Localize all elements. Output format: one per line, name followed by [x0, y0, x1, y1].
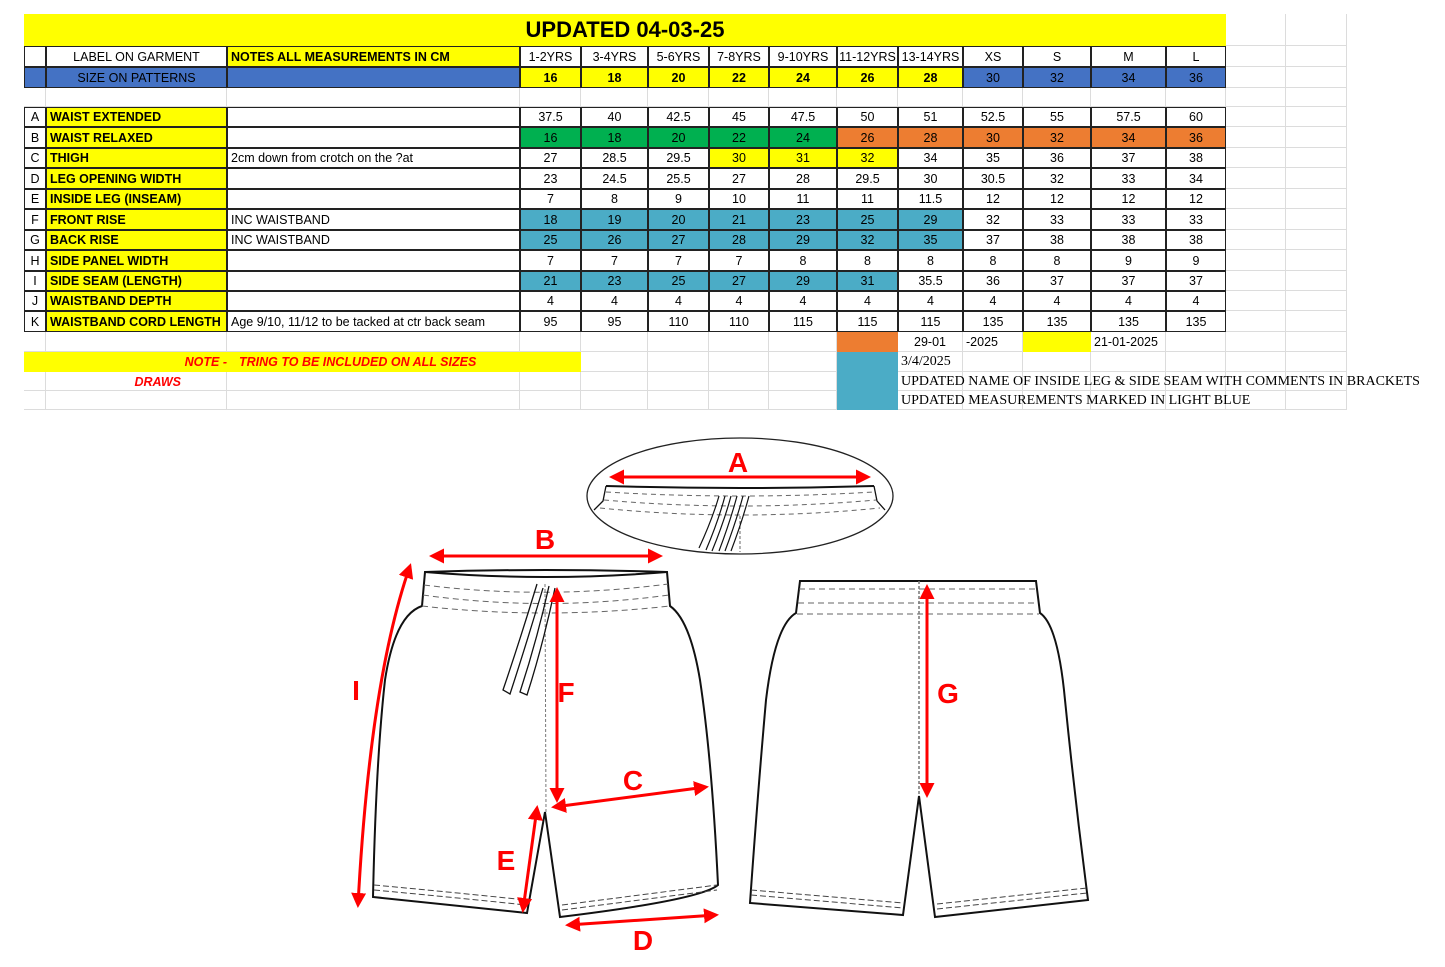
grid-cell[interactable] [1286, 88, 1347, 107]
row-header-empty [24, 67, 46, 88]
grid-cell[interactable] [769, 352, 837, 372]
measurement-value[interactable]: 135 [1166, 311, 1226, 332]
measurement-value[interactable]: 37 [963, 230, 1023, 250]
grid-cell[interactable] [1226, 127, 1286, 148]
measurement-value[interactable]: 29.5 [648, 148, 709, 168]
legend-teal-note-2: UPDATED MEASUREMENTS MARKED IN LIGHT BLUE [901, 392, 1251, 408]
grid-cell[interactable] [1023, 88, 1091, 107]
grid-cell[interactable] [520, 88, 581, 107]
grid-cell[interactable] [1286, 311, 1347, 332]
measurement-code: E [24, 189, 46, 209]
measurement-value[interactable]: 12 [1091, 189, 1166, 209]
measurement-value[interactable]: 50 [837, 107, 898, 127]
measurement-note [227, 271, 520, 291]
grid-cell[interactable] [227, 391, 520, 410]
grid-cell[interactable] [1226, 107, 1286, 127]
measurement-name: SIDE SEAM (LENGTH) [46, 271, 227, 291]
size-on-patterns-note [227, 67, 520, 88]
grid-cell[interactable] [520, 332, 581, 352]
measurement-value[interactable]: 36 [963, 271, 1023, 291]
label-on-garment-header: LABEL ON GARMENT [46, 46, 227, 67]
grid-cell[interactable] [46, 391, 227, 410]
front-view-shorts [352, 524, 718, 956]
legend-yellow-date: 21-01-2025 [1091, 332, 1166, 352]
legend-orange-date-a: 29-01 [898, 332, 963, 352]
note-continuation: DRAWS [134, 374, 181, 389]
measurement-value[interactable]: 4 [709, 291, 769, 311]
notes-header: NOTES ALL MEASUREMENTS IN CM [227, 46, 520, 67]
grid-cell[interactable] [1226, 46, 1286, 67]
row-header-empty [24, 46, 46, 67]
grid-cell[interactable] [520, 391, 581, 410]
legend-teal-swatch [837, 391, 898, 410]
measurement-value[interactable]: 110 [709, 311, 769, 332]
measurement-note: Age 9/10, 11/12 to be tacked at ctr back seam [227, 311, 520, 332]
size-header: S [1023, 46, 1091, 67]
measurement-value[interactable]: 12 [1023, 189, 1091, 209]
measurement-value[interactable]: 33 [1166, 209, 1226, 230]
measurement-value[interactable]: 38 [1023, 230, 1091, 250]
grid-cell[interactable] [581, 332, 648, 352]
pattern-size: 22 [709, 67, 769, 88]
measurement-value[interactable]: 12 [963, 189, 1023, 209]
measurement-value[interactable]: 30.5 [963, 168, 1023, 189]
measurement-value[interactable]: 16 [520, 127, 581, 148]
pattern-size: 30 [963, 67, 1023, 88]
measurement-value[interactable]: 12 [1166, 189, 1226, 209]
measurement-value[interactable]: 4 [1023, 291, 1091, 311]
measurement-value[interactable]: 37 [1023, 271, 1091, 291]
size-header: 5-6YRS [648, 46, 709, 67]
measurement-note: INC WAISTBAND [227, 209, 520, 230]
pattern-size: 28 [898, 67, 963, 88]
measurement-value[interactable]: 4 [1166, 291, 1226, 311]
grid-cell[interactable] [709, 372, 769, 391]
grid-cell[interactable] [581, 372, 648, 391]
measurement-value[interactable]: 8 [837, 250, 898, 271]
measurement-value[interactable]: 11 [837, 189, 898, 209]
grid-cell[interactable] [1226, 332, 1286, 352]
grid-cell[interactable] [24, 391, 46, 410]
measurement-value[interactable]: 32 [963, 209, 1023, 230]
grid-cell[interactable] [1226, 148, 1286, 168]
grid-cell[interactable] [1166, 332, 1226, 352]
grid-cell[interactable] [1286, 230, 1347, 250]
grid-cell[interactable] [648, 391, 709, 410]
grid-cell[interactable] [1226, 352, 1286, 372]
measurement-value[interactable]: 26 [581, 230, 648, 250]
measurement-value[interactable]: 35.5 [898, 271, 963, 291]
measurement-value[interactable]: 4 [769, 291, 837, 311]
grid-cell[interactable] [1286, 352, 1347, 372]
grid-cell[interactable] [1286, 209, 1347, 230]
measurement-value[interactable]: 18 [581, 127, 648, 148]
measurement-code: C [24, 148, 46, 168]
measurement-value[interactable]: 40 [581, 107, 648, 127]
measurement-value[interactable]: 52.5 [963, 107, 1023, 127]
measurement-value[interactable]: 29 [769, 271, 837, 291]
measurement-value[interactable]: 29 [769, 230, 837, 250]
measurement-value[interactable]: 8 [898, 250, 963, 271]
grid-cell[interactable] [648, 88, 709, 107]
grid-cell[interactable] [46, 332, 227, 352]
measurement-value[interactable]: 95 [581, 311, 648, 332]
pattern-size: 24 [769, 67, 837, 88]
measurement-value[interactable]: 45 [709, 107, 769, 127]
measurement-name: WAIST RELAXED [46, 127, 227, 148]
measurement-value[interactable]: 8 [963, 250, 1023, 271]
measurement-code: G [24, 230, 46, 250]
measurement-note: INC WAISTBAND [227, 230, 520, 250]
measurement-value[interactable]: 27 [709, 271, 769, 291]
grid-cell[interactable] [1286, 67, 1347, 88]
measurement-name: WAISTBAND DEPTH [46, 291, 227, 311]
measurement-value[interactable]: 7 [648, 250, 709, 271]
pattern-size: 34 [1091, 67, 1166, 88]
grid-cell[interactable] [648, 372, 709, 391]
measurement-value[interactable]: 4 [581, 291, 648, 311]
measurement-value[interactable]: 18 [520, 209, 581, 230]
grid-cell[interactable] [1286, 107, 1347, 127]
measurement-name: INSIDE LEG (INSEAM) [46, 189, 227, 209]
measurement-value[interactable]: 10 [709, 189, 769, 209]
size-header: 9-10YRS [769, 46, 837, 67]
measurement-value[interactable]: 4 [520, 291, 581, 311]
measurement-value[interactable]: 37 [1091, 271, 1166, 291]
measurement-value[interactable]: 8 [769, 250, 837, 271]
svg-text:C: C [622, 765, 644, 796]
measurement-value[interactable]: 32 [1023, 168, 1091, 189]
measurement-value[interactable]: 28 [709, 230, 769, 250]
measurement-value[interactable]: 4 [898, 291, 963, 311]
measurement-note [227, 168, 520, 189]
measurement-value[interactable]: 31 [769, 148, 837, 168]
measurement-value[interactable]: 25.5 [648, 168, 709, 189]
grid-cell[interactable] [1166, 88, 1226, 107]
measurement-value[interactable]: 8 [581, 189, 648, 209]
svg-text:B: B [534, 524, 556, 555]
grid-cell[interactable] [963, 88, 1023, 107]
measurement-value[interactable]: 33 [1091, 209, 1166, 230]
size-header: M [1091, 46, 1166, 67]
measurement-value[interactable]: 11.5 [898, 189, 963, 209]
measurement-value[interactable]: 38 [1166, 230, 1226, 250]
grid-cell[interactable] [1226, 291, 1286, 311]
measurement-value[interactable]: 23 [581, 271, 648, 291]
measurement-value[interactable]: 32 [837, 148, 898, 168]
measurement-value[interactable]: 135 [1091, 311, 1166, 332]
pattern-size: 16 [520, 67, 581, 88]
measurement-code: A [24, 107, 46, 127]
grid-cell[interactable] [1286, 189, 1347, 209]
measurement-name: THIGH [46, 148, 227, 168]
grid-cell[interactable] [709, 88, 769, 107]
size-header: L [1166, 46, 1226, 67]
svg-text:E: E [496, 845, 516, 876]
grid-cell[interactable] [1286, 271, 1347, 291]
measurement-value[interactable]: 42.5 [648, 107, 709, 127]
measurement-value[interactable]: 34 [1166, 168, 1226, 189]
measurement-code: D [24, 168, 46, 189]
shorts-technical-drawing [0, 420, 1445, 967]
measurement-value[interactable]: 4 [648, 291, 709, 311]
measurement-name: SIDE PANEL WIDTH [46, 250, 227, 271]
measurement-value[interactable]: 135 [1023, 311, 1091, 332]
grid-cell[interactable] [1226, 88, 1286, 107]
grid-cell[interactable] [1286, 250, 1347, 271]
measurement-code: B [24, 127, 46, 148]
grid-cell[interactable] [227, 372, 520, 391]
measurement-name: BACK RISE [46, 230, 227, 250]
measurement-value[interactable]: 20 [648, 127, 709, 148]
grid-cell[interactable] [1226, 271, 1286, 291]
grid-cell[interactable] [1286, 46, 1347, 67]
measurement-value[interactable]: 8 [1023, 250, 1091, 271]
measurement-value[interactable]: 37.5 [520, 107, 581, 127]
grid-cell[interactable] [769, 391, 837, 410]
measurement-value[interactable]: 22 [709, 127, 769, 148]
measurement-value[interactable]: 24 [769, 127, 837, 148]
grid-cell[interactable] [1286, 291, 1347, 311]
measurement-value[interactable]: 36 [1023, 148, 1091, 168]
pattern-size: 18 [581, 67, 648, 88]
measurement-value[interactable]: 20 [648, 209, 709, 230]
measurement-value[interactable]: 33 [1091, 168, 1166, 189]
legend-teal-date: 3/4/2025 [898, 352, 963, 372]
measurement-value[interactable]: 37 [1091, 148, 1166, 168]
measurement-value[interactable]: 115 [898, 311, 963, 332]
measurement-name: FRONT RISE [46, 209, 227, 230]
measurement-value[interactable]: 60 [1166, 107, 1226, 127]
grid-cell[interactable] [1226, 230, 1286, 250]
measurement-value[interactable]: 34 [898, 148, 963, 168]
measurement-value[interactable]: 34 [1091, 127, 1166, 148]
grid-cell[interactable] [1091, 352, 1166, 372]
size-header: 13-14YRS [898, 46, 963, 67]
measurement-value[interactable]: 110 [648, 311, 709, 332]
size-header: 1-2YRS [520, 46, 581, 67]
measurement-value[interactable]: 32 [837, 230, 898, 250]
measurement-name: WAIST EXTENDED [46, 107, 227, 127]
measurement-spreadsheet [0, 0, 1445, 420]
pattern-size: 36 [1166, 67, 1226, 88]
measurement-value[interactable]: 55 [1023, 107, 1091, 127]
measurement-value[interactable]: 26 [837, 127, 898, 148]
measurement-value[interactable]: 30 [898, 168, 963, 189]
grid-cell[interactable] [709, 332, 769, 352]
measurement-note: 2cm down from crotch on the ?at [227, 148, 520, 168]
measurement-value[interactable]: 19 [581, 209, 648, 230]
grid-cell[interactable] [1286, 148, 1347, 168]
measurement-value[interactable]: 25 [648, 271, 709, 291]
grid-cell[interactable] [581, 88, 648, 107]
svg-text:G: G [937, 678, 959, 709]
legend-orange-date-b: -2025 [963, 332, 1023, 352]
legend-teal-note-1: UPDATED NAME OF INSIDE LEG & SIDE SEAM WITH COMMENTS IN BRACKETS [901, 373, 1420, 389]
measurement-value[interactable]: 35 [898, 230, 963, 250]
measurement-value[interactable]: 29 [898, 209, 963, 230]
measurement-value[interactable]: 30 [963, 127, 1023, 148]
measurement-note [227, 250, 520, 271]
measurement-value[interactable]: 33 [1023, 209, 1091, 230]
grid-cell[interactable] [227, 88, 520, 107]
grid-cell[interactable] [648, 332, 709, 352]
note-text: TRING TO BE INCLUDED ON ALL SIZES [239, 355, 477, 369]
measurement-value[interactable]: 4 [963, 291, 1023, 311]
measurement-value[interactable]: 38 [1091, 230, 1166, 250]
measurement-value[interactable]: 7 [709, 250, 769, 271]
measurement-value[interactable]: 7 [520, 250, 581, 271]
pattern-size: 32 [1023, 67, 1091, 88]
grid-cell[interactable] [24, 332, 46, 352]
grid-cell[interactable] [1226, 14, 1286, 46]
grid-cell[interactable] [1226, 209, 1286, 230]
grid-cell[interactable] [581, 352, 648, 372]
measurement-value[interactable]: 21 [520, 271, 581, 291]
note-prefix: NOTE - [184, 355, 227, 369]
measurement-name: WAISTBAND CORD LENGTH [46, 311, 227, 332]
grid-cell[interactable] [1226, 67, 1286, 88]
measurement-code: I [24, 271, 46, 291]
measurement-note [227, 107, 520, 127]
measurement-value[interactable]: 24.5 [581, 168, 648, 189]
measurement-value[interactable]: 23 [769, 209, 837, 230]
size-header: XS [963, 46, 1023, 67]
svg-text:I: I [352, 675, 360, 706]
measurement-value[interactable]: 11 [769, 189, 837, 209]
grid-cell[interactable] [1286, 332, 1347, 352]
measurement-value[interactable]: 28.5 [581, 148, 648, 168]
measurement-value[interactable]: 23 [520, 168, 581, 189]
grid-cell[interactable] [1226, 189, 1286, 209]
pattern-size: 26 [837, 67, 898, 88]
measurement-value[interactable]: 21 [709, 209, 769, 230]
back-view-shorts [750, 581, 1088, 917]
measurement-code: K [24, 311, 46, 332]
measurement-code: H [24, 250, 46, 271]
measurement-value[interactable]: 115 [837, 311, 898, 332]
svg-text:F: F [557, 677, 575, 708]
measurement-value[interactable]: 30 [709, 148, 769, 168]
grid-cell[interactable] [520, 372, 581, 391]
grid-cell[interactable] [1286, 127, 1347, 148]
grid-cell[interactable] [1023, 352, 1091, 372]
grid-cell[interactable] [963, 352, 1023, 372]
measurement-code: J [24, 291, 46, 311]
measurement-value[interactable]: 31 [837, 271, 898, 291]
grid-cell[interactable] [1166, 352, 1226, 372]
measurement-value[interactable]: 7 [581, 250, 648, 271]
legend-orange-swatch [837, 332, 898, 352]
measurement-code: F [24, 209, 46, 230]
grid-cell[interactable] [1226, 250, 1286, 271]
grid-cell[interactable] [1286, 168, 1347, 189]
measurement-value[interactable]: 25 [520, 230, 581, 250]
measurement-value[interactable]: 7 [520, 189, 581, 209]
size-header: 7-8YRS [709, 46, 769, 67]
grid-cell[interactable] [581, 391, 648, 410]
waistband-detail-callout [587, 438, 893, 554]
measurement-value[interactable]: 9 [1166, 250, 1226, 271]
pattern-size: 20 [648, 67, 709, 88]
measurement-value[interactable]: 95 [520, 311, 581, 332]
grid-cell[interactable] [1091, 88, 1166, 107]
grid-cell[interactable] [709, 391, 769, 410]
grid-cell[interactable] [1286, 391, 1347, 410]
svg-text:D: D [632, 925, 654, 956]
size-on-patterns-label: SIZE ON PATTERNS [46, 67, 227, 88]
measurement-value[interactable]: 37 [1166, 271, 1226, 291]
legend-teal-swatch [837, 372, 898, 391]
measurement-value[interactable]: 35 [963, 148, 1023, 168]
svg-text:A: A [727, 447, 749, 478]
grid-cell[interactable] [1226, 168, 1286, 189]
measurement-value[interactable]: 27 [648, 230, 709, 250]
measurement-value[interactable]: 51 [898, 107, 963, 127]
measurement-value[interactable]: 27 [709, 168, 769, 189]
measurement-value[interactable]: 135 [963, 311, 1023, 332]
measurement-value[interactable]: 32 [1023, 127, 1091, 148]
measurement-value[interactable]: 4 [1091, 291, 1166, 311]
grid-cell[interactable] [898, 88, 963, 107]
size-header: 3-4YRS [581, 46, 648, 67]
grid-cell[interactable] [648, 352, 709, 372]
measurement-value[interactable]: 25 [837, 209, 898, 230]
measurement-value[interactable]: 29.5 [837, 168, 898, 189]
measurement-value[interactable]: 9 [648, 189, 709, 209]
measurement-value[interactable]: 27 [520, 148, 581, 168]
measurement-value[interactable]: 57.5 [1091, 107, 1166, 127]
grid-cell[interactable] [24, 88, 46, 107]
measurement-value[interactable]: 115 [769, 311, 837, 332]
sheet-title: UPDATED 04-03-25 [24, 14, 1226, 46]
legend-teal-swatch [837, 352, 898, 372]
grid-cell[interactable] [769, 372, 837, 391]
size-header: 11-12YRS [837, 46, 898, 67]
measurement-value[interactable]: 47.5 [769, 107, 837, 127]
grid-cell[interactable] [769, 332, 837, 352]
grid-cell[interactable] [227, 332, 520, 352]
grid-cell[interactable] [1226, 311, 1286, 332]
measurement-value[interactable]: 36 [1166, 127, 1226, 148]
measurement-note [227, 127, 520, 148]
measurement-value[interactable]: 28 [769, 168, 837, 189]
grid-cell[interactable] [24, 372, 46, 391]
measurement-name: LEG OPENING WIDTH [46, 168, 227, 189]
grid-cell[interactable] [1286, 14, 1347, 46]
measurement-note [227, 291, 520, 311]
legend-yellow-swatch [1023, 332, 1091, 352]
measurement-value[interactable]: 28 [898, 127, 963, 148]
grid-cell[interactable] [709, 352, 769, 372]
measurement-value[interactable]: 9 [1091, 250, 1166, 271]
measurement-note [227, 189, 520, 209]
grid-cell[interactable] [837, 88, 898, 107]
grid-cell[interactable] [769, 88, 837, 107]
grid-cell[interactable] [46, 88, 227, 107]
measurement-value[interactable]: 38 [1166, 148, 1226, 168]
measurement-value[interactable]: 4 [837, 291, 898, 311]
